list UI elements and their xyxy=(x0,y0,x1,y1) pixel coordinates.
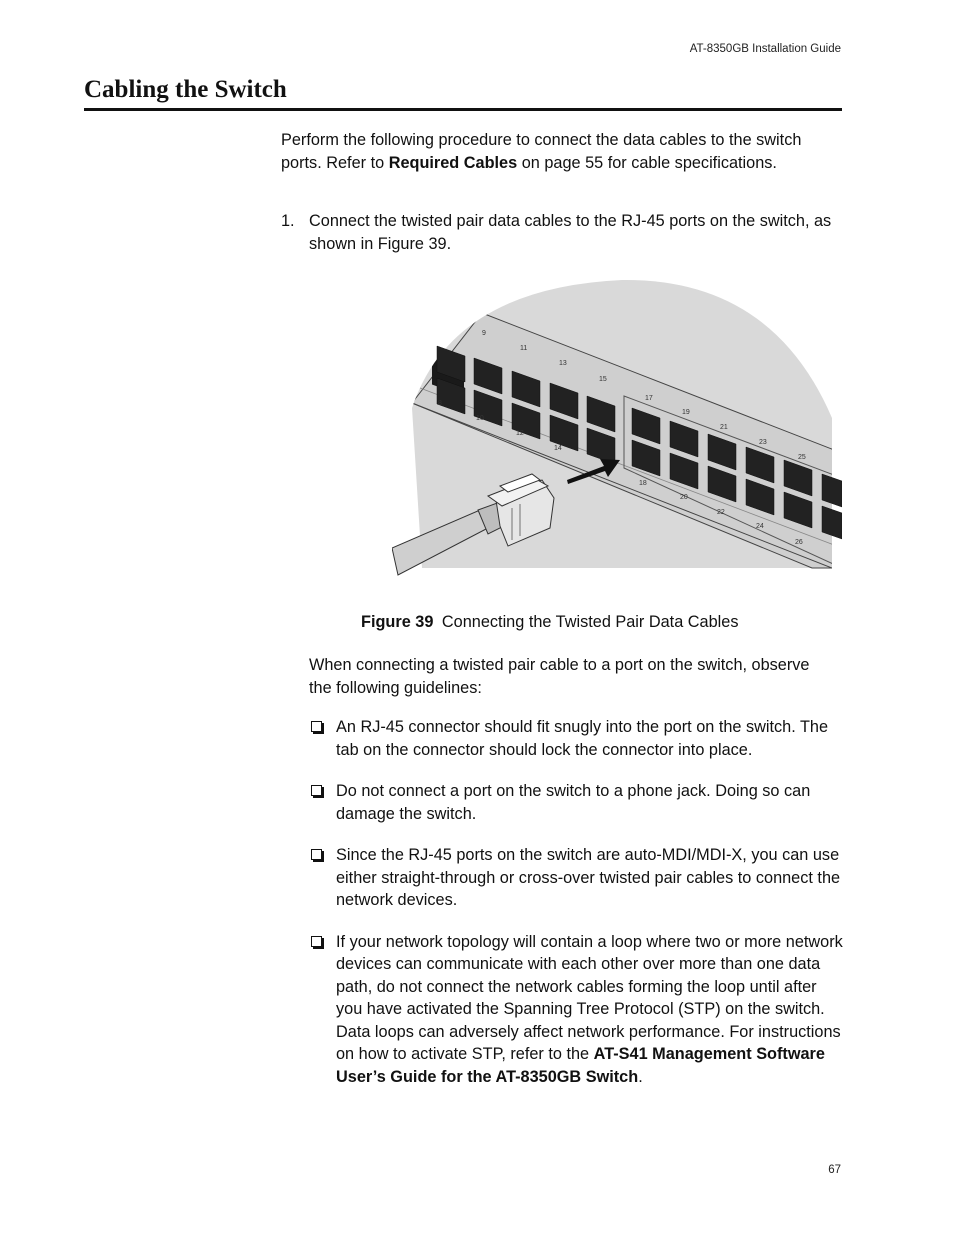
port-label: 25 xyxy=(798,454,806,461)
port-label: 11 xyxy=(520,345,528,352)
list-item-text: Since the RJ-45 ports on the switch are auto-MDI/MDI-X, you can use either straight-through or cross-over twisted pair cables to connect the network devices. xyxy=(336,846,841,909)
step-text: Connect the twisted pair data cables to the RJ-45 ports on the switch, as shown in Figure 39. xyxy=(309,212,832,253)
list-item xyxy=(309,844,844,912)
port-label: 10 xyxy=(476,415,484,422)
port-label: 8 xyxy=(438,400,442,407)
port-label: 18 xyxy=(639,480,647,487)
port-label: 24 xyxy=(756,523,764,530)
port-label: 13 xyxy=(559,360,567,367)
figure-caption-text: Connecting the Twisted Pair Data Cables xyxy=(441,613,739,631)
port-label: 14 xyxy=(554,445,562,452)
intro-paragraph xyxy=(281,129,846,174)
guidelines-list xyxy=(309,716,844,1107)
list-item-text: If your network topology will contain a loop where two or more network devices can communicate with each other over more than one data path, do not connect the network cables forming the loop until after you have activated the Spanning Tree Protocol (STP) on the switch. Data loops can adversely affect network performance. For instructions on how to activate STP, refer to the xyxy=(336,932,843,1063)
port-label: 17 xyxy=(645,395,653,402)
checkbox-bullet-icon xyxy=(311,849,322,860)
running-header: AT-8350GB Installation Guide xyxy=(689,43,841,55)
step-number: 1. xyxy=(281,212,295,230)
intro-text-before: Perform the following procedure to connect the data cables to the switch ports. Refer to xyxy=(281,131,802,172)
list-item xyxy=(309,931,844,1089)
checkbox-bullet-icon xyxy=(311,936,322,947)
port-label: 12 xyxy=(516,430,524,437)
switch-cable-illustration xyxy=(392,278,842,582)
list-item-text: An RJ-45 connector should fit snugly into the port on the switch. The tab on the connector should lock the connector into place. xyxy=(336,718,829,759)
port-label: 22 xyxy=(717,509,725,516)
figure-39-illustration xyxy=(392,278,842,582)
list-item xyxy=(309,716,844,761)
intro-text-after: on page 55 for cable specifications. xyxy=(517,153,777,172)
title-rule xyxy=(84,108,842,111)
guidelines-intro: When connecting a twisted pair cable to a port on the switch, observe the following guidelines: xyxy=(309,656,810,697)
figure-label: Figure 39 xyxy=(361,613,434,631)
port-label: 9 xyxy=(482,330,486,337)
port-label: 20 xyxy=(680,494,688,501)
manual-reference: AT-S41 Management Software User’s Guide for the AT-8350GB Switch xyxy=(336,1045,825,1086)
port-label: 21 xyxy=(720,424,728,431)
list-item-text: Do not connect a port on the switch to a phone jack. Doing so can damage the switch. xyxy=(336,782,811,823)
checkbox-bullet-icon xyxy=(311,785,322,796)
port-label: 15 xyxy=(599,376,607,383)
list-item-text-end: . xyxy=(638,1067,643,1086)
port-label: 23 xyxy=(759,439,767,446)
section-title: Cabling the Switch xyxy=(84,76,287,103)
page-number: 67 xyxy=(828,1164,841,1176)
step-1 xyxy=(281,210,846,255)
list-item xyxy=(309,780,844,825)
port-label: 19 xyxy=(682,409,690,416)
required-cables-reference: Required Cables xyxy=(388,153,518,172)
checkbox-bullet-icon xyxy=(311,721,322,732)
port-label: 26 xyxy=(795,539,803,546)
figure-caption xyxy=(361,613,738,632)
